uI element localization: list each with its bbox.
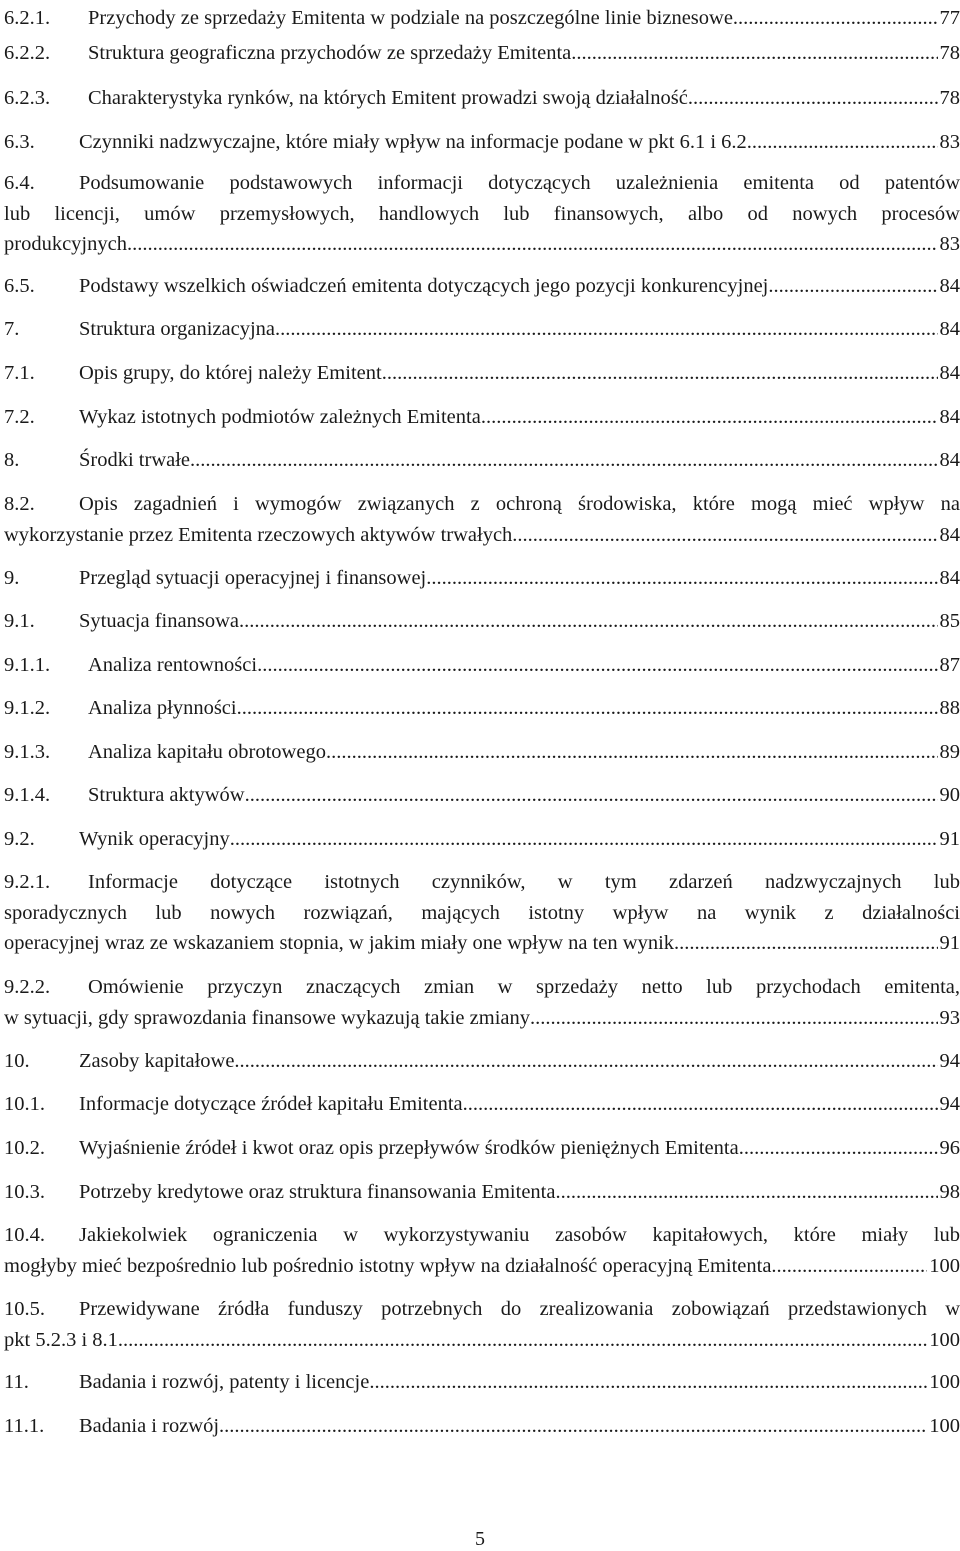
toc-entry-page: 91 bbox=[939, 828, 960, 850]
dot-leader bbox=[118, 1325, 927, 1356]
toc-entry-number: 11.1. bbox=[4, 1415, 45, 1437]
toc-entry-number: 10.3. bbox=[4, 1181, 45, 1203]
toc-entry-page: 87 bbox=[939, 654, 960, 676]
toc-entry-title: Przegląd sytuacji operacyjnej i finansowej bbox=[79, 567, 427, 589]
toc-entry-page: 84 bbox=[939, 449, 960, 471]
toc-entry[interactable] bbox=[4, 972, 960, 1033]
dot-leader bbox=[190, 445, 937, 476]
toc-entry[interactable] bbox=[4, 314, 960, 345]
dot-leader bbox=[369, 1367, 927, 1398]
dot-leader bbox=[733, 3, 938, 34]
toc-entry[interactable] bbox=[4, 1411, 960, 1442]
toc-entry-page: 89 bbox=[939, 741, 960, 763]
dot-leader bbox=[245, 780, 938, 811]
toc-entry-title: Struktura organizacyjna bbox=[79, 318, 276, 340]
toc-entry-page: 100 bbox=[929, 1415, 960, 1437]
toc-entry[interactable] bbox=[4, 168, 960, 260]
toc-entry-title-line: Podsumowanie podstawowych informacji dotyczących uzależnienia emitenta od patentów bbox=[79, 172, 960, 194]
toc-entry-title-line: Opis zagadnień i wymogów związanych z ochroną środowiska, które mogą mieć wpływ na bbox=[79, 493, 960, 515]
toc-entry-number: 6.2.1. bbox=[4, 7, 51, 29]
toc-entry[interactable] bbox=[4, 83, 960, 114]
toc-entry-page: 78 bbox=[939, 87, 960, 109]
toc-entry-title: Analiza płynności bbox=[88, 697, 237, 719]
toc-entry-number: 6.2.2. bbox=[4, 42, 51, 64]
dot-leader bbox=[219, 1411, 927, 1442]
dot-leader bbox=[382, 358, 938, 389]
toc-entry[interactable] bbox=[4, 1220, 960, 1281]
toc-entry[interactable] bbox=[4, 824, 960, 855]
toc-entry-title-line: mogłyby mieć bezpośrednio lub pośrednio istotny wpływ na działalność operacyjną Emitenta bbox=[4, 1254, 772, 1277]
toc-entry-title: Wynik operacyjny bbox=[79, 828, 230, 850]
toc-entry-number: 10.1. bbox=[4, 1093, 45, 1115]
toc-entry-title-line: Omówienie przyczyn znaczących zmian w sprzedaży netto lub przychodach emitenta, bbox=[88, 976, 960, 998]
toc-entry[interactable] bbox=[4, 3, 960, 34]
dot-leader bbox=[234, 1046, 937, 1077]
toc-entry[interactable] bbox=[4, 489, 960, 550]
toc-entry-title-line: Przewidywane źródła funduszy potrzebnych do zrealizowania zobowiązań przedstawionych w bbox=[79, 1298, 960, 1320]
toc-entry-page: 85 bbox=[939, 610, 960, 632]
toc-entry[interactable] bbox=[4, 1046, 960, 1077]
toc-entry[interactable] bbox=[4, 563, 960, 594]
dot-leader bbox=[275, 314, 937, 345]
toc-entry-title: Zasoby kapitałowe bbox=[79, 1050, 235, 1072]
toc-entry-title-line: lub licencji, umów przemysłowych, handlowych lub finansowych, albo od nowych procesów bbox=[4, 202, 960, 225]
dot-leader bbox=[512, 520, 937, 551]
toc-entry-number: 7.2. bbox=[4, 406, 35, 428]
toc-entry-title-line: wykorzystanie przez Emitenta rzeczowych aktywów trwałych bbox=[4, 523, 513, 546]
toc-entry-number: 9.2.2. bbox=[4, 976, 51, 998]
toc-entry-number: 9.2.1. bbox=[4, 871, 51, 893]
toc-entry-title-line: w sytuacji, gdy sprawozdania finansowe wykazują takie zmiany bbox=[4, 1006, 530, 1029]
toc-entry-title: Potrzeby kredytowe oraz struktura finansowania Emitenta bbox=[79, 1181, 556, 1203]
toc-entry[interactable] bbox=[4, 650, 960, 681]
toc-entry-title: Struktura geograficzna przychodów ze sprzedaży Emitenta bbox=[88, 42, 572, 64]
toc-entry-page: 78 bbox=[939, 42, 960, 64]
toc-entry-number: 10.2. bbox=[4, 1137, 45, 1159]
toc-entry[interactable] bbox=[4, 737, 960, 768]
toc-entry-number: 6.5. bbox=[4, 275, 35, 297]
dot-leader bbox=[257, 650, 937, 681]
dot-leader bbox=[230, 824, 938, 855]
dot-leader bbox=[127, 229, 938, 260]
toc-entry[interactable] bbox=[4, 606, 960, 637]
toc-entry-page: 84 bbox=[939, 523, 960, 546]
toc-entry-page: 84 bbox=[939, 567, 960, 589]
dot-leader bbox=[771, 1251, 927, 1282]
toc-entry-title: Opis grupy, do której należy Emitent bbox=[79, 362, 382, 384]
toc-entry-page: 98 bbox=[939, 1181, 960, 1203]
toc-entry-number: 10.4. bbox=[4, 1224, 45, 1246]
dot-leader bbox=[481, 402, 938, 433]
dot-leader bbox=[530, 1003, 938, 1034]
toc-entry-number: 9.1.4. bbox=[4, 784, 51, 806]
toc-entry-page: 84 bbox=[939, 275, 960, 297]
toc-entry-number: 11. bbox=[4, 1371, 29, 1393]
toc-entry[interactable] bbox=[4, 867, 960, 959]
toc-entry[interactable] bbox=[4, 693, 960, 724]
dot-leader bbox=[768, 271, 937, 302]
toc-entry-title: Sytuacja finansowa bbox=[79, 610, 239, 632]
toc-entry[interactable] bbox=[4, 358, 960, 389]
toc-entry-number: 10. bbox=[4, 1050, 30, 1072]
toc-entry-page: 93 bbox=[939, 1006, 960, 1029]
dot-leader bbox=[326, 737, 938, 768]
toc-entry-title: Środki trwałe bbox=[79, 449, 191, 471]
toc-entry[interactable] bbox=[4, 271, 960, 302]
toc-entry[interactable] bbox=[4, 402, 960, 433]
toc-entry-number: 9. bbox=[4, 567, 20, 589]
toc-entry-title: Badania i rozwój, patenty i licencje bbox=[79, 1371, 370, 1393]
toc-entry-page: 91 bbox=[939, 932, 960, 954]
toc-entry[interactable] bbox=[4, 780, 960, 811]
toc-entry-title: Informacje dotyczące źródeł kapitału Emitenta bbox=[79, 1093, 463, 1115]
toc-entry-number: 8. bbox=[4, 449, 20, 471]
toc-entry-title-line: produkcyjnych bbox=[4, 233, 127, 255]
toc-entry-number: 8.2. bbox=[4, 493, 35, 515]
dot-leader bbox=[688, 83, 938, 114]
toc-entry-number: 7. bbox=[4, 318, 20, 340]
toc-entry[interactable] bbox=[4, 38, 960, 69]
toc-entry-page: 90 bbox=[939, 784, 960, 806]
toc-entry-title-line: Jakiekolwiek ograniczenia w wykorzystywaniu zasobów kapitałowych, które miały lub bbox=[79, 1224, 960, 1246]
toc-entry[interactable] bbox=[4, 1294, 960, 1355]
dot-leader bbox=[555, 1177, 937, 1208]
toc-entry-title: Wykaz istotnych podmiotów zależnych Emitenta bbox=[79, 406, 481, 428]
toc-entry-number: 7.1. bbox=[4, 362, 35, 384]
dot-leader bbox=[426, 563, 937, 594]
toc-entry-title-line: operacyjnej wraz ze wskazaniem stopnia, w jakim miały one wpływ na ten wynik bbox=[4, 932, 675, 954]
dot-leader bbox=[674, 928, 937, 959]
toc-entry[interactable] bbox=[4, 445, 960, 476]
toc-entry-page: 88 bbox=[939, 697, 960, 719]
toc-entry[interactable] bbox=[4, 1367, 960, 1398]
toc-entry-number: 6.3. bbox=[4, 131, 35, 153]
dot-leader bbox=[237, 693, 938, 724]
dot-leader bbox=[739, 1133, 938, 1164]
toc-entry-title: Analiza kapitału obrotowego bbox=[88, 741, 326, 763]
toc-entry-title-line: Informacje dotyczące istotnych czynników, w tym zdarzeń nadzwyczajnych lub bbox=[88, 871, 960, 893]
toc-entry-page: 77 bbox=[939, 7, 960, 29]
toc-entry-page: 83 bbox=[939, 233, 960, 255]
toc-entry-page: 83 bbox=[939, 131, 960, 153]
toc-entry-page: 100 bbox=[929, 1328, 960, 1351]
toc-entry-number: 9.1. bbox=[4, 610, 35, 632]
toc-entry[interactable] bbox=[4, 1133, 960, 1164]
toc-entry-number: 9.2. bbox=[4, 828, 35, 850]
toc-entry-title: Analiza rentowności bbox=[88, 654, 258, 676]
toc-entry-number: 10.5. bbox=[4, 1298, 45, 1320]
dot-leader bbox=[571, 38, 937, 69]
toc-entry-page: 84 bbox=[939, 362, 960, 384]
toc-entry-number: 6.2.3. bbox=[4, 87, 51, 109]
toc-entry-title: Podstawy wszelkich oświadczeń emitenta dotyczących jego pozycji konkurencyjnej bbox=[79, 275, 769, 297]
toc-entry-number: 9.1.2. bbox=[4, 697, 51, 719]
toc-entry-title: Badania i rozwój bbox=[79, 1415, 220, 1437]
dot-leader bbox=[463, 1089, 938, 1120]
toc-entry[interactable] bbox=[4, 1089, 960, 1120]
dot-leader bbox=[239, 606, 938, 637]
toc-entry-number: 6.4. bbox=[4, 172, 35, 194]
toc-entry[interactable] bbox=[4, 1177, 960, 1208]
toc-entry-title: Czynniki nadzwyczajne, które miały wpływ na informacje podane w pkt 6.1 i 6.2 bbox=[79, 131, 747, 153]
toc-entry-page: 100 bbox=[929, 1371, 960, 1393]
toc-entry-title: Wyjaśnienie źródeł i kwot oraz opis przepływów środków pieniężnych Emitenta bbox=[79, 1137, 739, 1159]
toc-entry-number: 9.1.1. bbox=[4, 654, 51, 676]
toc-entry-page: 94 bbox=[939, 1093, 960, 1115]
page-number: 5 bbox=[475, 1528, 485, 1550]
toc-entry-page: 84 bbox=[939, 406, 960, 428]
toc-entry-title-line: pkt 5.2.3 i 8.1 bbox=[4, 1328, 118, 1351]
toc-entry-title: Struktura aktywów bbox=[88, 784, 245, 806]
toc-entry-number: 9.1.3. bbox=[4, 741, 51, 763]
toc-entry-title-line: sporadycznych lub nowych rozwiązań, mających istotny wpływ na wynik z działalności bbox=[4, 901, 960, 924]
toc-entry-title: Charakterystyka rynków, na których Emitent prowadzi swoją działalność bbox=[88, 87, 688, 109]
toc-entry[interactable] bbox=[4, 127, 960, 158]
toc-entry-page: 100 bbox=[929, 1254, 960, 1277]
toc-entry-page: 94 bbox=[939, 1050, 960, 1072]
toc-entry-page: 84 bbox=[939, 318, 960, 340]
toc-entry-title: Przychody ze sprzedaży Emitenta w podziale na poszczególne linie biznesowe bbox=[88, 7, 733, 29]
toc-entry-page: 96 bbox=[939, 1137, 960, 1159]
dot-leader bbox=[747, 127, 938, 158]
